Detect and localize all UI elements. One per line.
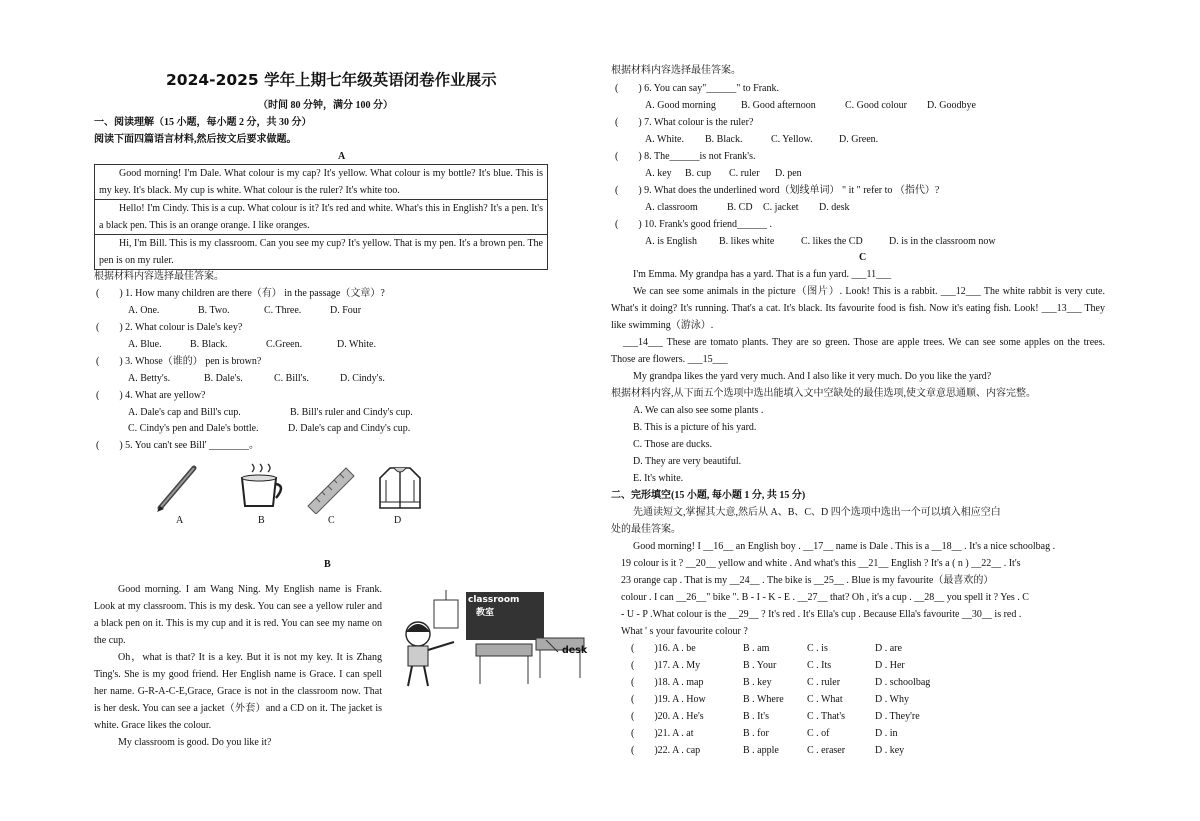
passage-b-instruction: 根据材料内容选择最佳答案。 bbox=[611, 65, 741, 76]
question-6: ( ) 6. You can say"______" to Frank. bbox=[615, 83, 779, 94]
q21-option-c[interactable]: C . of bbox=[807, 728, 830, 739]
q9-option-d[interactable]: D. desk bbox=[819, 202, 850, 213]
q6-option-c[interactable]: C. Good colour bbox=[845, 100, 907, 111]
q4-option-b[interactable]: B. Bill's ruler and Cindy's cup. bbox=[290, 407, 413, 418]
q18-stem: ( )18. A . map bbox=[631, 677, 704, 688]
q3-option-d[interactable]: D. Cindy's. bbox=[340, 373, 385, 384]
question-9 bbox=[615, 182, 939, 199]
q17-option-b[interactable]: B . Your bbox=[743, 660, 777, 671]
pen-icon bbox=[154, 462, 204, 514]
cloze-line-1: Good morning! I __16__ an English boy . __17__ name is Dale . This is a __18__ . It's a nice schoolbag . bbox=[633, 541, 1056, 552]
picture-label-d: D bbox=[394, 515, 402, 526]
q18-option-d[interactable]: D . schoolbag bbox=[875, 677, 931, 688]
q4-option-d[interactable]: D. Dale's cap and Cindy's cup. bbox=[288, 423, 411, 434]
passage-b-para-3: My classroom is good. Do you like it? bbox=[118, 737, 272, 748]
q20-stem: ( )20. A . He's bbox=[631, 711, 704, 722]
q19-option-b[interactable]: B . Where bbox=[743, 694, 784, 705]
passage-b-para-2-text: Oh，what is that? It is a key. But it is not my key. It is Zhang Ting's. She is my good friend. Her English name is Grace. I can spell her name. G-R-A-C-E,Grace, Grace is not in the classroom now. That is her desk. You can see a jacket（外套）and a CD on it. The jacket is white. Grace likes the colour. bbox=[94, 652, 382, 731]
passage-c-option-d[interactable]: D. They are very beautiful. bbox=[633, 456, 742, 467]
cloze-line-2: 19 colour is it ? __20__ yellow and white . And what's this __21__ English ? It's a ( n ) __22__ . It's bbox=[621, 558, 1021, 569]
picture-label-a: A bbox=[176, 515, 184, 526]
q20-option-c[interactable]: C . That's bbox=[807, 711, 846, 722]
section2-instruction-2: 处的最佳答案。 bbox=[611, 524, 681, 535]
q16-stem: ( )16. A . be bbox=[631, 643, 696, 654]
passage-c-para-4: My grandpa likes the yard very much. And I also like it very much. Do you like the yard? bbox=[633, 371, 992, 382]
passage-c-option-c[interactable]: C. Those are ducks. bbox=[633, 439, 712, 450]
q20-option-d[interactable]: D . They're bbox=[875, 711, 920, 722]
q8-option-a[interactable]: A. key bbox=[645, 168, 672, 179]
q9-option-c[interactable]: C. jacket bbox=[763, 202, 799, 213]
passage-a-para-dale: Good morning! I'm Dale. What colour is my cap? It's yellow. What colour is my bottle? It's blue. This is my key. It's black. My cup is white. What colour is the ruler? It's white too. bbox=[99, 168, 543, 196]
q21-option-b[interactable]: B . for bbox=[743, 728, 769, 739]
q10-option-c[interactable]: C. likes the CD bbox=[801, 236, 863, 247]
q17-option-c[interactable]: C . Its bbox=[807, 660, 832, 671]
q7-option-d[interactable]: D. Green. bbox=[839, 134, 879, 145]
passage-b-para-2-part1 bbox=[94, 649, 382, 734]
q10-option-b[interactable]: B. likes white bbox=[719, 236, 775, 247]
board-text-chinese: 教室 bbox=[476, 608, 495, 618]
q21-stem: ( )21. A . at bbox=[631, 728, 694, 739]
q4-option-a[interactable]: A. Dale's cap and Bill's cup. bbox=[128, 407, 241, 418]
cloze-line-3: 23 orange cap . That is my __24__ . The bike is __25__ . Blue is my favourite（最喜欢的） bbox=[621, 575, 994, 586]
ruler-icon bbox=[306, 466, 358, 514]
passage-c-option-b[interactable]: B. This is a picture of his yard. bbox=[633, 422, 757, 433]
q10-option-d[interactable]: D. is in the classroom now bbox=[889, 236, 996, 247]
q22-option-b[interactable]: B . apple bbox=[743, 745, 779, 756]
q7-option-b[interactable]: B. Black. bbox=[705, 134, 743, 145]
q7-option-a[interactable]: A. White. bbox=[645, 134, 684, 145]
section1-instruction: 阅读下面四篇语言材料,然后按文后要求做题。 bbox=[94, 134, 297, 145]
q16-option-c[interactable]: C . is bbox=[807, 643, 828, 654]
page-title: 2024-2025 学年上期七年级英语闭卷作业展示 bbox=[166, 71, 497, 89]
q19-stem: ( )19. A . How bbox=[631, 694, 706, 705]
passage-c-para-3: ___14___ These are tomato plants. They are so green. Those are apple trees. We can see some apples on the trees. Those are flowers. ___15___ bbox=[611, 337, 1105, 365]
q8-option-b[interactable]: B. cup bbox=[685, 168, 712, 179]
question-8: ( ) 8. The______is not Frank's. bbox=[615, 151, 756, 162]
question-10: ( ) 10. Frank's good friend______ . bbox=[615, 219, 773, 230]
q9-option-b[interactable]: B. CD bbox=[727, 202, 753, 213]
q19-option-d[interactable]: D . Why bbox=[875, 694, 909, 705]
q18-option-b[interactable]: B . key bbox=[743, 677, 772, 688]
q9-option-a[interactable]: A. classroom bbox=[645, 202, 698, 213]
q2-option-c[interactable]: C.Green. bbox=[266, 339, 303, 350]
question-4: ( ) 4. What are yellow? bbox=[96, 390, 206, 401]
passage-c-para-2: We can see some animals in the picture（图片）. Look! This is a rabbit. ___12___ The white rabbit is very cute. What's it doing? It's running. That's a cat. It's black. Its favourite food is fish. Now it's eating fish. Look! ___13___ They like swimming（游泳）. bbox=[611, 286, 1105, 331]
passage-c-option-a[interactable]: A. We can also see some plants . bbox=[633, 405, 764, 416]
cup-icon bbox=[236, 462, 288, 512]
q8-option-d[interactable]: D. pen bbox=[775, 168, 802, 179]
cloze-line-4: colour . I can __26__" bike ". B - I - K - E . __27__ that? Oh , it's a cup . __28__ you spell it ? Yes . C bbox=[621, 592, 1029, 603]
q6-option-d[interactable]: D. Goodbye bbox=[927, 100, 976, 111]
passage-a-instruction: 根据材料内容选择最佳答案。 bbox=[94, 271, 224, 282]
passage-a-para-cindy: Hello! I'm Cindy. This is a cup. What colour is it? It's red and white. What's this in English? It's a pen. It's a black pen. This is an orange orange. I like oranges. bbox=[95, 199, 547, 234]
question-3: ( ) 3. Whose（谁的） pen is brown? bbox=[96, 356, 262, 367]
q22-option-c[interactable]: C . eraser bbox=[807, 745, 846, 756]
q6-option-a[interactable]: A. Good morning bbox=[645, 100, 716, 111]
passage-c-option-e[interactable]: E. It's white. bbox=[633, 473, 684, 484]
q19-option-c[interactable]: C . What bbox=[807, 694, 843, 705]
passage-c-label: C bbox=[859, 252, 867, 263]
picture-label-c: C bbox=[328, 515, 335, 526]
q18-option-c[interactable]: C . ruler bbox=[807, 677, 841, 688]
q22-option-d[interactable]: D . key bbox=[875, 745, 905, 756]
q10-option-a[interactable]: A. is English bbox=[645, 236, 697, 247]
q7-option-c[interactable]: C. Yellow. bbox=[771, 134, 813, 145]
q1-option-a[interactable]: A. One. bbox=[128, 305, 160, 316]
passage-c-instruction: 根据材料内容,从下面五个选项中选出能填入文中空缺处的最佳选项,使文章意思通顺、内容完整。 bbox=[611, 388, 1036, 399]
passage-a-label: A bbox=[338, 151, 346, 162]
passage-a-para-bill: Hi, I'm Bill. This is my classroom. Can you see my cup? It's yellow. That is my pen. It's a brown pen. The pen is on my ruler. bbox=[95, 234, 547, 269]
q1-option-c[interactable]: C. Three. bbox=[264, 305, 302, 316]
q16-option-b[interactable]: B . am bbox=[743, 643, 770, 654]
q22-stem: ( )22. A . cap bbox=[631, 745, 701, 756]
question-5: ( ) 5. You can't see Bill' ________。 bbox=[96, 440, 260, 451]
cloze-line-6: What ' s your favourite colour ? bbox=[621, 626, 748, 637]
board-text-english: classroom bbox=[468, 595, 520, 605]
passage-c-line-1: I'm Emma. My grandpa has a yard. That is a fun yard. ___11___ bbox=[633, 269, 892, 280]
section1-heading: 一、阅读理解（15 小题，每小题 2 分，共 30 分） bbox=[94, 117, 312, 128]
passage-b-label: B bbox=[324, 559, 331, 570]
jacket-icon bbox=[376, 464, 424, 512]
passage-a-box bbox=[94, 164, 548, 270]
q2-option-d[interactable]: D. White. bbox=[337, 339, 376, 350]
q17-stem: ( )17. A . My bbox=[631, 660, 701, 671]
q2-option-a[interactable]: A. Blue. bbox=[128, 339, 162, 350]
q20-option-b[interactable]: B . It's bbox=[743, 711, 769, 722]
passage-b-para-1: Good morning. I am Wang Ning. My English name is Frank. Look at my classroom. This is my desk. You can see a yellow ruler and a black pen on it. This is my cup and it is red. You can see my name on the cup. bbox=[94, 584, 382, 646]
desk-label: desk bbox=[562, 645, 588, 656]
q4-option-c[interactable]: C. Cindy's pen and Dale's bottle. bbox=[128, 423, 259, 434]
question-2: ( ) 2. What colour is Dale's key? bbox=[96, 322, 243, 333]
page-subtitle: （时间 80 分钟，满分 100 分） bbox=[258, 100, 393, 111]
q6-option-b[interactable]: B. Good afternoon bbox=[741, 100, 816, 111]
q16-option-d[interactable]: D . are bbox=[875, 643, 902, 654]
q3-option-b[interactable]: B. Dale's. bbox=[204, 373, 243, 384]
q2-option-b[interactable]: B. Black. bbox=[190, 339, 228, 350]
section2-heading: 二、完形填空(15 小题, 每小题 1 分, 共 15 分) bbox=[611, 490, 806, 501]
q3-option-a[interactable]: A. Betty's. bbox=[128, 373, 171, 384]
q8-option-c[interactable]: C. ruler bbox=[729, 168, 760, 179]
section2-instruction-1: 先通读短文,掌握其大意,然后从 A、B、C、D 四个选项中选出一个可以填入相应空白 bbox=[633, 507, 1001, 518]
q1-option-b[interactable]: B. Two. bbox=[198, 305, 230, 316]
cloze-line-5: - U - P .What colour is the __29__ ? It's red . It's Ella's cup . Because Ella's favourite __30__ is red . bbox=[621, 609, 1022, 620]
q1-option-d[interactable]: D. Four bbox=[330, 305, 362, 316]
question-7: ( ) 7. What colour is the ruler? bbox=[615, 117, 754, 128]
q3-option-c[interactable]: C. Bill's. bbox=[274, 373, 309, 384]
question-1: ( ) 1. How many children are there（有） in the passage（文章）? bbox=[96, 288, 385, 299]
picture-label-b: B bbox=[258, 515, 265, 526]
q21-option-d[interactable]: D . in bbox=[875, 728, 898, 739]
question-9-text: ( ) 9. What does the underlined word（划线单词） " it " refer to （指代）? bbox=[615, 185, 940, 196]
q17-option-d[interactable]: D . Her bbox=[875, 660, 905, 671]
